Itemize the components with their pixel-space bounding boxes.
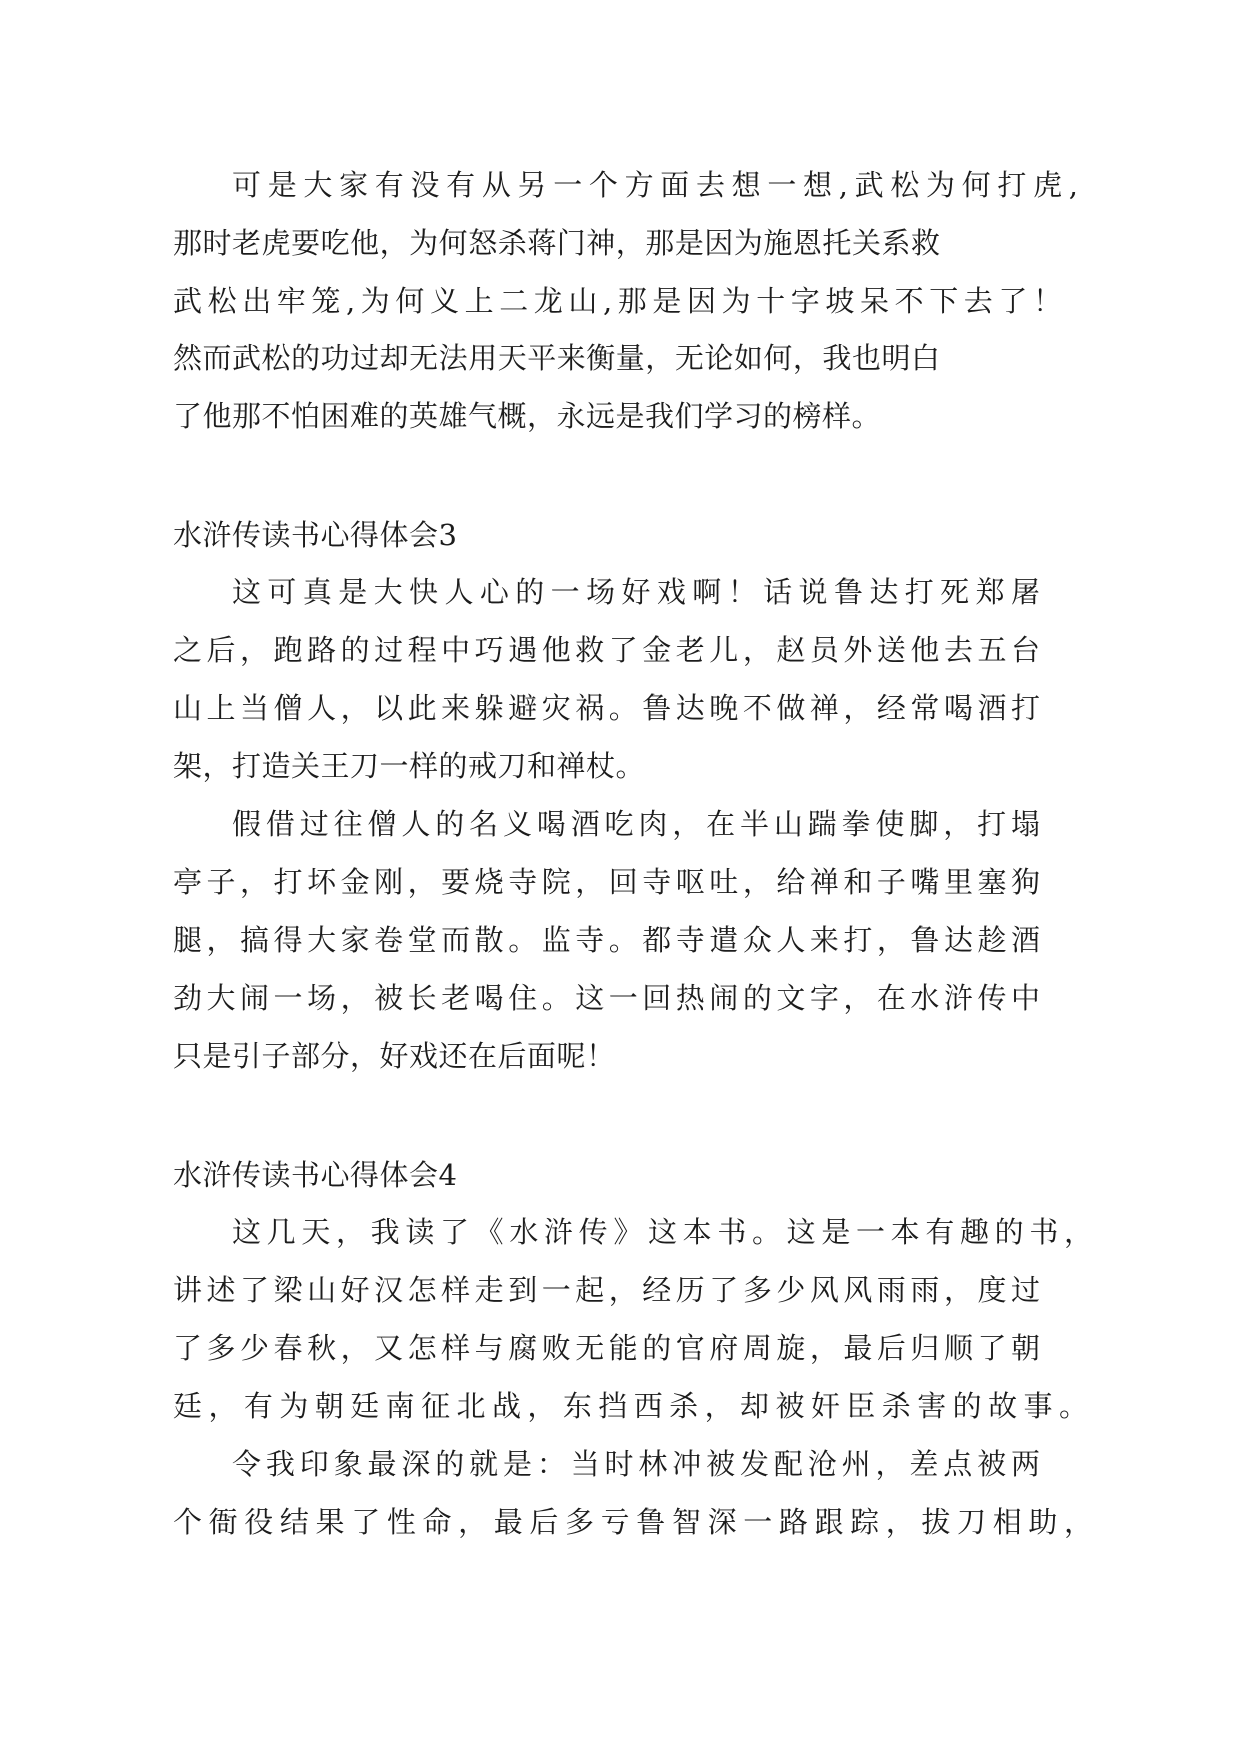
paragraph-line: 腿，搞得大家卷堂而散。监寺。都寺遣众人来打，鲁达趁酒 — [173, 923, 1040, 957]
paragraph-line: 这几天，我读了《水浒传》这本书。这是一本有趣的书， — [232, 1215, 1093, 1249]
paragraph-line: 劲大闹一场，被长老喝住。这一回热闹的文字，在水浒传中 — [173, 981, 1040, 1015]
paragraph-line: 个衙役结果了性命，最后多亏鲁智深一路跟踪，拔刀相助， — [173, 1505, 1093, 1539]
paragraph-line: 了他那不怕困难的英雄气概，永远是我们学习的榜样。 — [173, 399, 882, 433]
paragraph-line: 那时老虎要吃他，为何怒杀蒋门神，那是因为施恩托关系救 — [173, 226, 940, 260]
section-heading: 水浒传读书心得体会3 — [173, 518, 458, 552]
paragraph-line: 了多少春秋，又怎样与腐败无能的官府周旋，最后归顺了朝 — [173, 1331, 1040, 1365]
paragraph-line: 亭子，打坏金刚，要烧寺院，回寺呕吐，给禅和子嘴里塞狗 — [173, 865, 1040, 899]
paragraph-line: 假借过往僧人的名义喝酒吃肉，在半山踹拳使脚，打塌 — [232, 807, 1040, 841]
paragraph-line: 只是引子部分，好戏还在后面呢！ — [173, 1039, 616, 1073]
paragraph-line: 然而武松的功过却无法用天平来衡量，无论如何，我也明白 — [173, 341, 940, 375]
paragraph-line: 廷，有为朝廷南征北战，东挡西杀，却被奸臣杀害的故事。 — [173, 1389, 1088, 1423]
paragraph-line: 之后，跑路的过程中巧遇他救了金老儿，赵员外送他去五台 — [173, 633, 1040, 667]
paragraph-line: 讲述了梁山好汉怎样走到一起，经历了多少风风雨雨，度过 — [173, 1273, 1040, 1307]
paragraph-line: 山上当僧人，以此来躲避灾祸。鲁达晚不做禅，经常喝酒打 — [173, 691, 1040, 725]
section-heading: 水浒传读书心得体会4 — [173, 1158, 458, 1192]
paragraph-line: 架，打造关王刀一样的戒刀和禅杖。 — [173, 749, 646, 783]
paragraph-line: 令我印象最深的就是：当时林冲被发配沧州，差点被两 — [232, 1447, 1040, 1481]
paragraph-line: 可是大家有没有从另一个方面去想一想,武松为何打虎, — [232, 168, 1078, 202]
paragraph-line: 武松出牢笼,为何义上二龙山,那是因为十字坡呆不下去了！ — [173, 284, 1062, 318]
paragraph-line: 这可真是大快人心的一场好戏啊！话说鲁达打死郑屠 — [232, 575, 1040, 609]
